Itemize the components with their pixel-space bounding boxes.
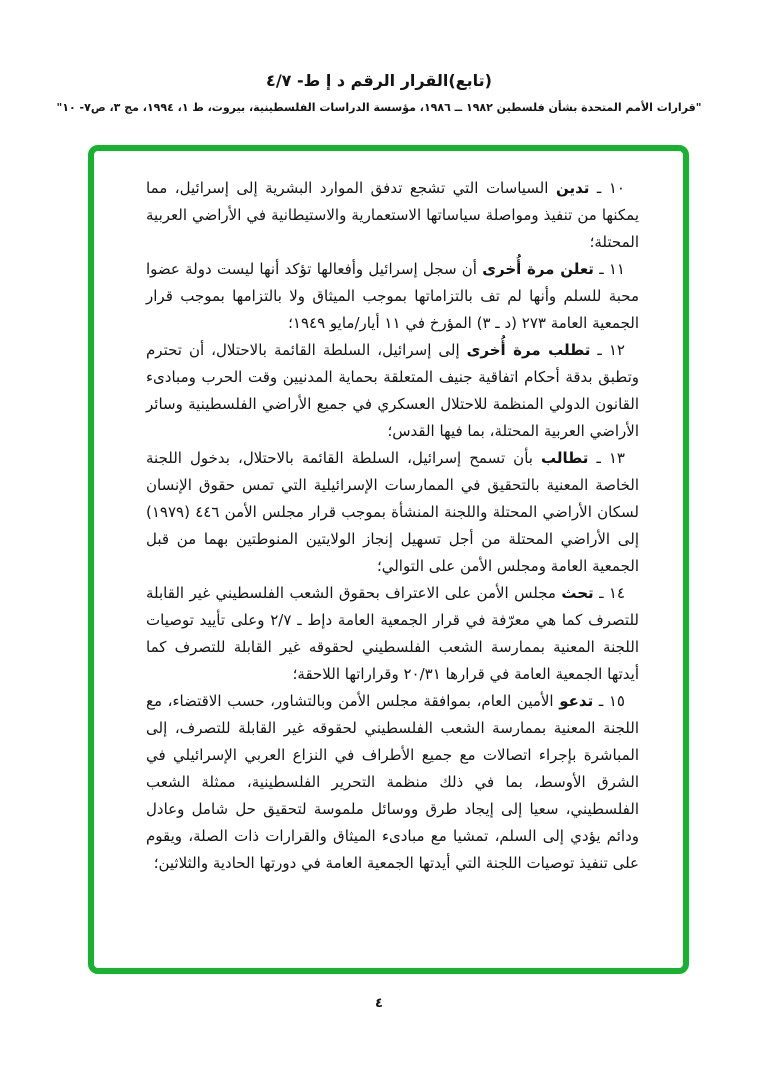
paragraph-12-number: ١٢ ـ: [597, 341, 625, 359]
paragraph-11-text: أن سجل إسرائيل وأفعالها تؤكد أنها ليست دولة عضوا محبة للسلم وأنها لم تف بالتزاماتها بموجب الميثاق ولا بالتزامها بموجب قرار الجمعية العامة ٢٧٣ (د ـ ٣) المؤرخ في ١١ أيار/مايو ١٩٤٩؛: [146, 260, 639, 332]
resolution-body: [94, 151, 683, 968]
paragraph-13-text: بأن تسمح إسرائيل، السلطة القائمة بالاحتلال، بدخول اللجنة الخاصة المعنية بالتحقيق في الممارسات الإسرائيلية التي تمس حقوق الإنسان لسكان الأراضي المحتلة واللجنة المنشأة بموجب قرار مجلس الأمن ٤٤٦ (١٩٧٩) إلى الأراضي المحتلة من أجل تسهيل إنجاز الولايتين المنوطتين بهما من قبل الجمعية العامة ومجلس الأمن على التوالي؛: [146, 449, 639, 575]
source-citation: "قرارات الأمم المتحدة بشأن فلسطين ١٩٨٢ ــ ١٩٨٦، مؤسسة الدراسات الفلسطينية، بيروت، ط ١، ١٩٩٤، مج ٣، ص٧- ١٠": [56, 101, 702, 114]
resolution-border-box: [88, 145, 689, 974]
paragraph-11-number: ١١ ـ: [599, 260, 625, 278]
paragraph-14-text: مجلس الأمن على الاعتراف بحقوق الشعب الفلسطيني غير القابلة للتصرف كما هي معرّفة في قرار الجمعية العامة دإط ـ ٢/٧ وعلى تأييد توصيات اللجنة المعنية بممارسة الشعب الفلسطيني لحقوقه غير القابلة للتصرف كما أيدتها الجمعية العامة في قرارها ٢٠/٣١ وقراراتها اللاحقة؛: [146, 584, 639, 683]
paragraph-13: [146, 445, 639, 580]
page-number: ٤: [375, 996, 383, 1011]
paragraph-12: [146, 337, 639, 445]
paragraph-13-lead: تطالب: [541, 449, 589, 467]
paragraph-10-text: السياسات التي تشجع تدفق الموارد البشرية إلى إسرائيل، مما يمكنها من تنفيذ ومواصلة سياساتها الاستعمارية والاستيطانية في الأراضي العربية المحتلة؛: [146, 179, 639, 251]
paragraph-14-number: ١٤ ـ: [599, 584, 625, 602]
paragraph-10-lead: تدين: [555, 179, 590, 197]
paragraph-15-text: الأمين العام، بموافقة مجلس الأمن وبالتشاور، حسب الاقتضاء، مع اللجنة المعنية بممارسة الشعب الفلسطيني لحقوقه غير القابلة للتصرف، إلى المباشرة بإجراء اتصالات مع جميع الأطراف في النزاع العربي الإسرائيلي في الشرق الأوسط، بما في ذلك منظمة التحرير الفلسطينية، ممثلة الشعب الفلسطيني، سعيا إلى إيجاد طرق ووسائل ملموسة لتحقيق حل شامل وعادل ودائم يؤدي إلى السلم، تمشيا مع مبادىء الميثاق والقرارات ذات الصلة، ويقوم على تنفيذ توصيات اللجنة التي أيدتها الجمعية العامة في دورتها الحادية والثلاثين؛: [146, 692, 639, 872]
paragraph-15-number: ١٥ ـ: [598, 692, 625, 710]
paragraph-12-lead: تطلب مرة أُخرى: [466, 341, 591, 359]
paragraph-11: [146, 256, 639, 337]
paragraph-10-number: ١٠ ـ: [596, 179, 625, 197]
paragraph-10: [146, 175, 639, 256]
paragraph-14-lead: تحث: [561, 584, 594, 602]
paragraph-14: [146, 580, 639, 688]
paragraph-15-lead: تدعو: [559, 692, 594, 710]
page-header: [0, 70, 758, 115]
resolution-title: (تابع)القرار الرقم د إ ط- ٤/٧: [266, 71, 492, 90]
paragraph-11-lead: تعلن مرة أُخرى: [482, 260, 594, 278]
paragraph-13-number: ١٣ ـ: [596, 449, 625, 467]
paragraph-15: [146, 688, 639, 877]
paragraph-12-text: إلى إسرائيل، السلطة القائمة بالاحتلال، أن تحترم وتطبق بدقة أحكام اتفاقية جنيف المتعلقة بحماية المدنيين وقت الحرب ومبادىء القانون الدولي المنظمة للاحتلال العسكري في جميع الأراضي الفلسطينية وسائر الأراضي العربية المحتلة، بما فيها القدس؛: [146, 341, 639, 440]
